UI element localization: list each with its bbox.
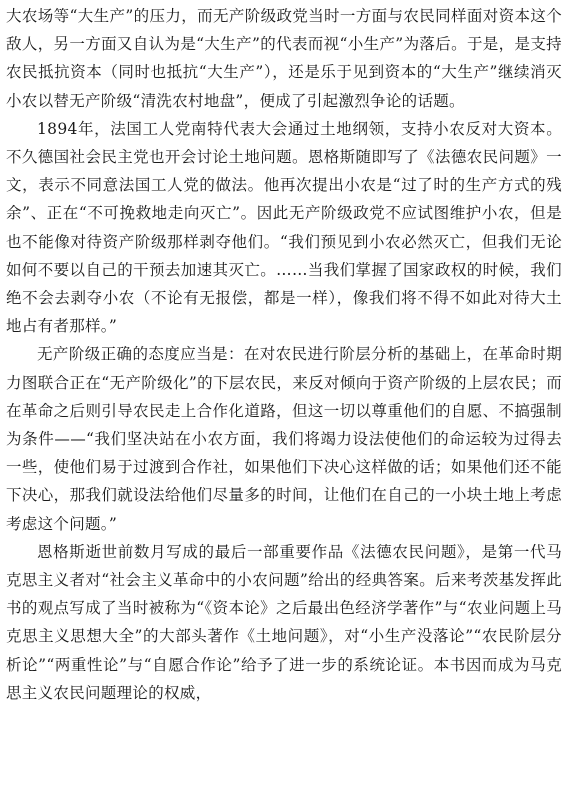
paragraph-2: 1894年，法国工人党南特代表大会通过土地纲领，支持小农反对大资本。不久德国社会民主党也开会讨论土地问题。恩格斯随即写了《法德农民问题》一文，表示不同意法国工人党的做法。他再次提出小农是“过了时的生产方式的残余”、正在“不可挽救地走向灭亡”。因此无产阶级政党不应试图维护小农，但是也不能像对待资产阶级那样剥夺他们。“我们预见到小农必然灭亡，但我们无论如何不要以自己的干预去加速其灭亡。……当我们掌握了国家政权的时候，我们绝不会去剥夺小农（不论有无报偿，都是一样），像我们将不得不如此对待大土地占有者那样。” xyxy=(6,119,562,336)
paragraph-3: 无产阶级正确的态度应当是：在对农民进行阶层分析的基础上，在革命时期力图联合正在“无产阶级化”的下层农民，来反对倾向于资产阶级的上层农民；而在革命之后则引导农民走上合作化道路，但这一切以尊重他们的自愿、不搞强制为条件——“我们坚决站在小农方面，我们将竭力设法使他们的命运较为过得去一些，使他们易于过渡到合作社，如果他们下决心这样做的话；如果他们还不能下决心，那我们就设法给他们尽量多的时间，让他们在自己的一小块土地上考虑考虑这个问题。” xyxy=(6,345,562,533)
paragraph-4: 恩格斯逝世前数月写成的最后一部重要作品《法德农民问题》，是第一代马克思主义者对“社会主义革命中的小农问题”给出的经典答案。后来考茨基发挥此书的观点写成了当时被称为“《资本论》之后最出色经济学著作”与“农业问题上马克思主义思想大全”的大部头著作《土地问题》，对“小生产没落论”“农民阶层分析论”“两重性论”与“自愿合作论”给予了进一步的系统论证。本书因而成为马克思主义农民问题理论的权威， xyxy=(6,542,562,702)
body-text xyxy=(6,2,562,707)
paragraph-1: 大农场等“大生产”的压力，而无产阶级政党当时一方面与农民同样面对资本这个敌人，另一方面又自认为是“大生产”的代表而视“小生产”为落后。于是，是支持农民抵抗资本（同时也抵抗“大生产”），还是乐于见到资本的“大生产”继续消灭小农以替无产阶级“清洗农村地盘”，便成了引起激烈争论的话题。 xyxy=(6,7,562,110)
